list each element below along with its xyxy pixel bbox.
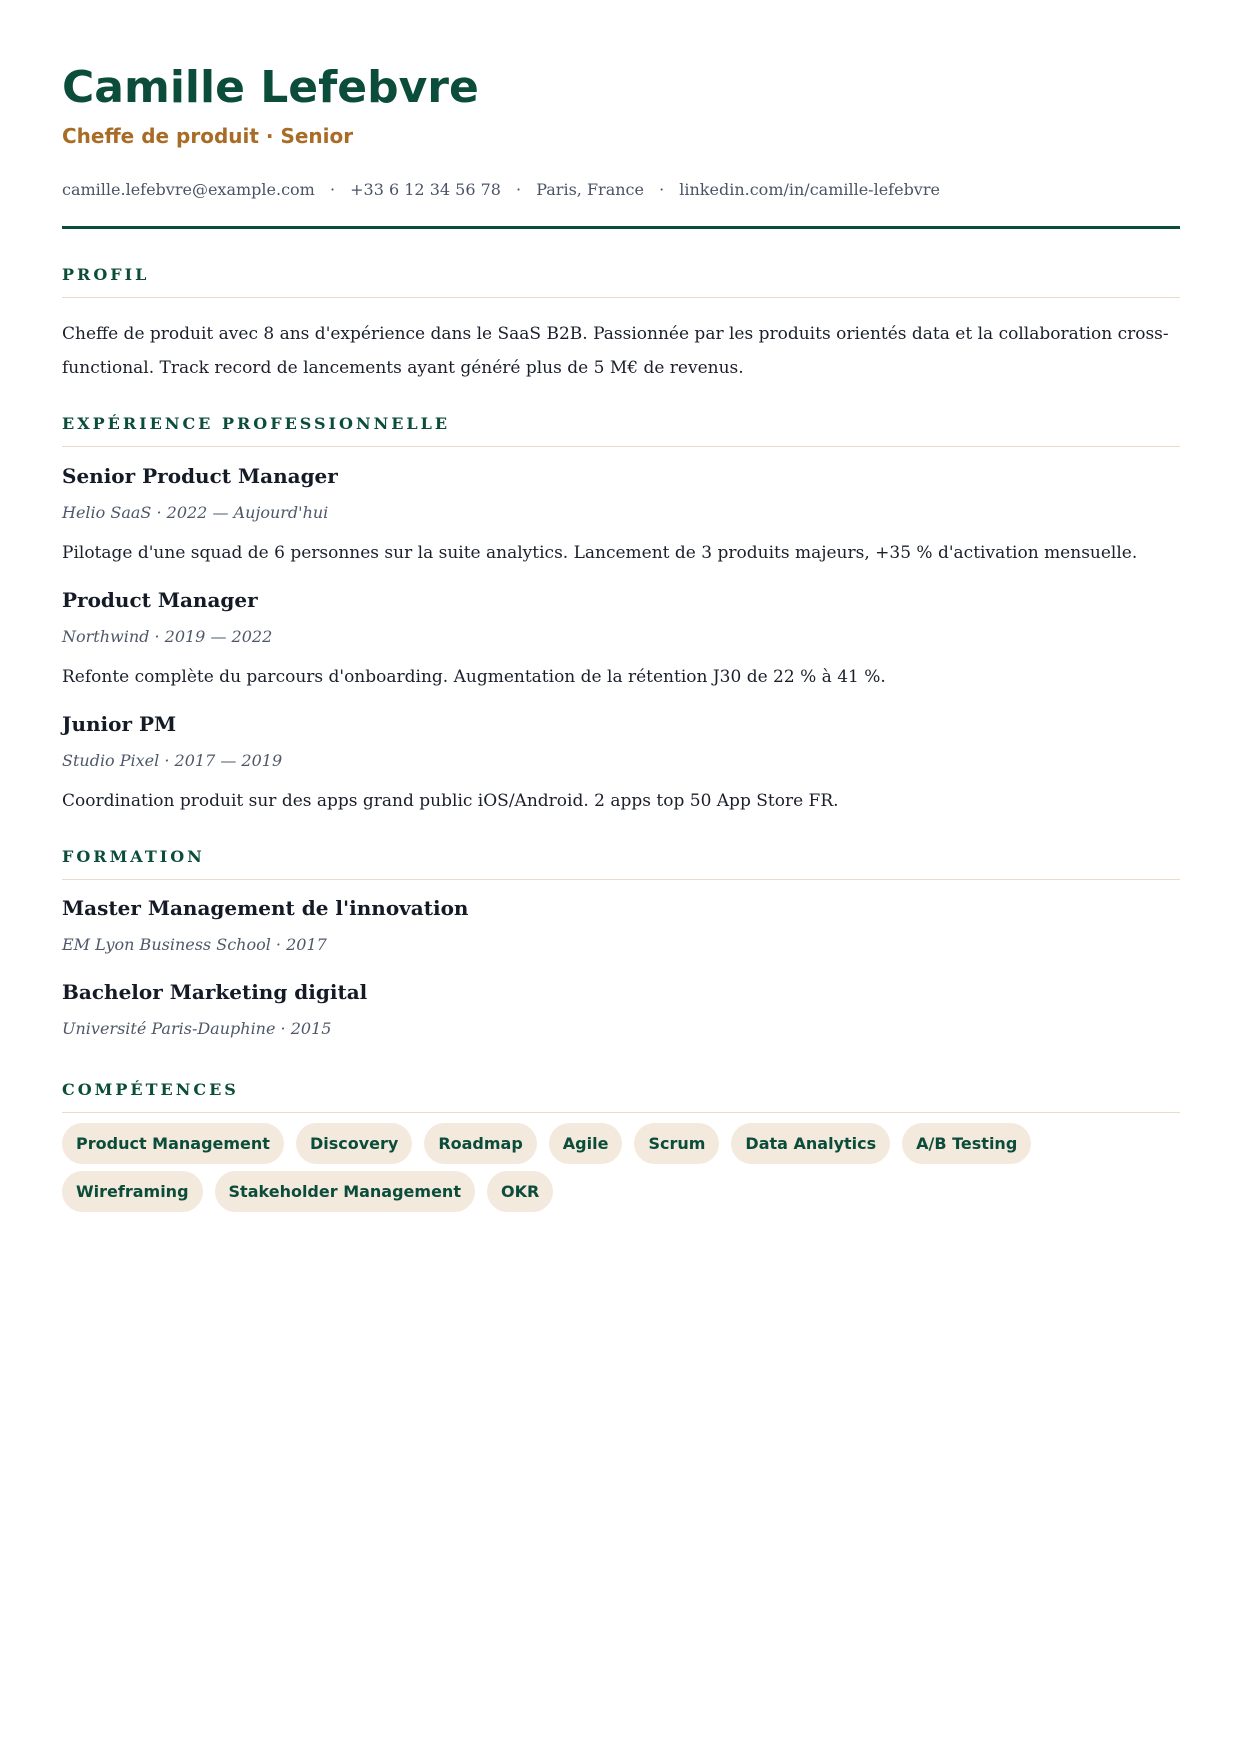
section-title-education: FORMATION xyxy=(62,846,1180,880)
profile-summary: Cheffe de produit avec 8 ans d'expérience dans le SaaS B2B. Passionnée par les produits orientés data et la collaboration cross-functional. Track record de lancements ayant généré plus de 5 M€ de revenus. xyxy=(62,324,1169,378)
contact-linkedin[interactable]: linkedin.com/in/camille-lefebvre xyxy=(679,180,940,199)
section-title-profile: PROFIL xyxy=(62,264,1180,298)
section-title-experience: EXPÉRIENCE PROFESSIONNELLE xyxy=(62,413,1180,447)
education-degree: Master Management de l'innovation xyxy=(62,896,469,920)
skills-tag-list xyxy=(62,1123,1180,1212)
experience-description: Refonte complète du parcours d'onboarding. Augmentation de la rétention J30 de 22 % à 41 %. xyxy=(62,667,886,687)
experience-role: Senior Product Manager xyxy=(62,464,338,488)
contact-separator: · xyxy=(516,180,522,199)
skill-tag: Stakeholder Management xyxy=(215,1171,475,1212)
skill-tag: Agile xyxy=(549,1123,623,1164)
contact-email[interactable]: camille.lefebvre@example.com xyxy=(62,180,315,199)
contact-line xyxy=(62,179,940,201)
skill-tag: Roadmap xyxy=(424,1123,536,1164)
experience-meta: Studio Pixel · 2017 — 2019 xyxy=(62,751,283,770)
section-title-skills: COMPÉTENCES xyxy=(62,1079,1180,1113)
skill-tag: Discovery xyxy=(296,1123,412,1164)
contact-phone[interactable]: +33 6 12 34 56 78 xyxy=(350,180,501,199)
skill-tag: Wireframing xyxy=(62,1171,203,1212)
education-degree: Bachelor Marketing digital xyxy=(62,980,368,1004)
experience-description: Pilotage d'une squad de 6 personnes sur la suite analytics. Lancement de 3 produits majeurs, +35 % d'activation mensuelle. xyxy=(62,543,1138,563)
skill-tag: Product Management xyxy=(62,1123,284,1164)
skill-tag: A/B Testing xyxy=(902,1123,1031,1164)
education-meta: Université Paris-Dauphine · 2015 xyxy=(62,1019,332,1038)
skill-tag: Scrum xyxy=(634,1123,719,1164)
candidate-name: Camille Lefebvre xyxy=(62,62,479,113)
education-meta: EM Lyon Business School · 2017 xyxy=(62,935,327,954)
contact-separator: · xyxy=(329,180,336,199)
experience-meta: Helio SaaS · 2022 — Aujourd'hui xyxy=(62,503,329,522)
job-title: Cheffe de produit · Senior xyxy=(62,124,354,148)
contact-separator: · xyxy=(659,180,665,199)
header-divider xyxy=(62,226,1180,229)
experience-role: Product Manager xyxy=(62,588,258,612)
skill-tag: Data Analytics xyxy=(731,1123,890,1164)
experience-role: Junior PM xyxy=(62,712,177,736)
experience-description: Coordination produit sur des apps grand public iOS/Android. 2 apps top 50 App Store FR. xyxy=(62,791,839,811)
experience-meta: Northwind · 2019 — 2022 xyxy=(62,627,273,646)
contact-location: Paris, France xyxy=(536,180,644,199)
skill-tag: OKR xyxy=(487,1171,553,1212)
